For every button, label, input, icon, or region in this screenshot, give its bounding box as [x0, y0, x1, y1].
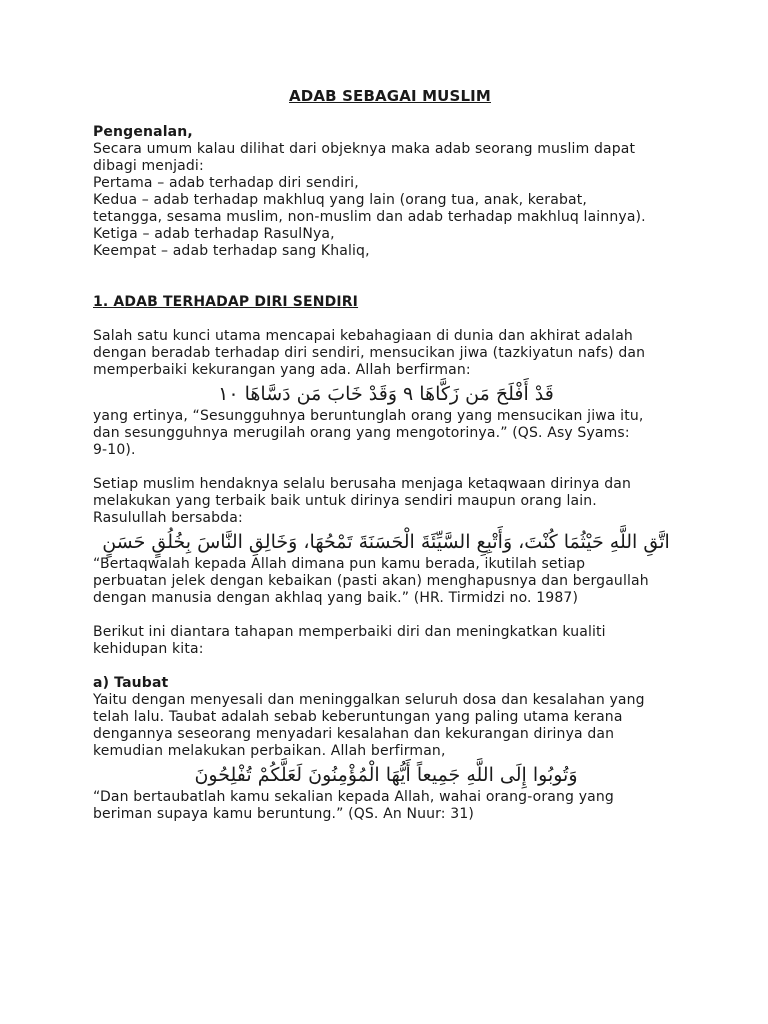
paragraph-line: Berikut ini diantara tahapan memperbaiki diri dan meningkatkan kualiti	[93, 624, 606, 640]
document-title: ADAB SEBAGAI MUSLIM	[289, 87, 491, 105]
translation-line: “Dan bertaubatlah kamu sekalian kepada Allah, wahai orang-orang yang	[93, 789, 614, 805]
spacer	[93, 607, 679, 624]
document-body	[93, 88, 679, 823]
spacer	[93, 459, 679, 476]
intro-line: Keempat – adab terhadap sang Khaliq,	[93, 243, 370, 259]
paragraph-line: dengannya seseorang menyadari kesalahan dan kekurangan dirinya dan	[93, 726, 615, 742]
translation-line: 9-10).	[93, 442, 136, 458]
intro-line: Kedua – adab terhadap makhluq yang lain (orang tua, anak, kerabat,	[93, 192, 587, 208]
intro-heading: Pengenalan,	[93, 124, 193, 140]
translation-line: dan sesungguhnya merugilah orang yang mengotorinya.” (QS. Asy Syams:	[93, 425, 630, 441]
paragraph-line: memperbaiki kekurangan yang ada. Allah berfirman:	[93, 362, 471, 378]
translation-line: yang ertinya, “Sesungguhnya beruntunglah orang yang mensucikan jiwa itu,	[93, 408, 644, 424]
paragraph-line: telah lalu. Taubat adalah sebab keberuntungan yang paling utama kerana	[93, 709, 623, 725]
arabic-verse: قَدْ أَفْلَحَ مَن زَكَّاهَا ٩ وَقَدْ خَابَ مَن دَسَّاهَا ١٠	[218, 383, 554, 405]
intro-line: Ketiga – adab terhadap RasulNya,	[93, 226, 335, 242]
arabic-verse: وَتُوبُوا إِلَى اللَّهِ جَمِيعاً أَيُّهَا الْمُؤْمِنُونَ لَعَلَّكُمْ تُفْلِحُونَ	[194, 764, 578, 786]
paragraph-line: dengan beradab terhadap diri sendiri, mensucikan jiwa (tazkiyatun nafs) dan	[93, 345, 646, 361]
intro-line: tetangga, sesama muslim, non-muslim dan adab terhadap makhluq lainnya).	[93, 209, 646, 225]
translation-line: perbuatan jelek dengan kebaikan (pasti akan) menghapusnya dan bergaullah	[93, 573, 649, 589]
paragraph-line: Yaitu dengan menyesali dan meninggalkan seluruh dosa dan kesalahan yang	[93, 692, 645, 708]
arabic-hadith: اتَّقِ اللَّهِ حَيْثُمَا كُنْتَ، وَأَتْبِعِ السَّيِّئَةَ الْحَسَنَةَ تَمْحُهَا، وَخَالِقِ النَّاسَ بِخُلُقٍ حَسَنٍ	[102, 531, 670, 553]
paragraph-line: Setiap muslim hendaknya selalu berusaha menjaga ketaqwaan dirinya dan	[93, 476, 631, 492]
subsection-heading: a) Taubat	[93, 675, 169, 691]
spacer	[93, 658, 679, 675]
intro-line: dibagi menjadi:	[93, 158, 204, 174]
spacer	[93, 260, 679, 294]
paragraph-line: Rasulullah bersabda:	[93, 510, 243, 526]
spacer	[93, 311, 679, 328]
paragraph-line: kehidupan kita:	[93, 641, 204, 657]
translation-line: beriman supaya kamu beruntung.” (QS. An Nuur: 31)	[93, 806, 475, 822]
paragraph-line: melakukan yang terbaik baik untuk dirinya sendiri maupun orang lain.	[93, 493, 597, 509]
intro-line: Secara umum kalau dilihat dari objeknya maka adab seorang muslim dapat	[93, 141, 636, 157]
translation-line: “Bertaqwalah kepada Allah dimana pun kamu berada, ikutilah setiap	[93, 556, 586, 572]
paragraph-line: Salah satu kunci utama mencapai kebahagiaan di dunia dan akhirat adalah	[93, 328, 633, 344]
intro-line: Pertama – adab terhadap diri sendiri,	[93, 175, 359, 191]
section-heading: 1. ADAB TERHADAP DIRI SENDIRI	[93, 294, 359, 310]
paragraph-line: kemudian melakukan perbaikan. Allah berfirman,	[93, 743, 446, 759]
translation-line: dengan manusia dengan akhlaq yang baik.” (HR. Tirmidzi no. 1987)	[93, 590, 579, 606]
